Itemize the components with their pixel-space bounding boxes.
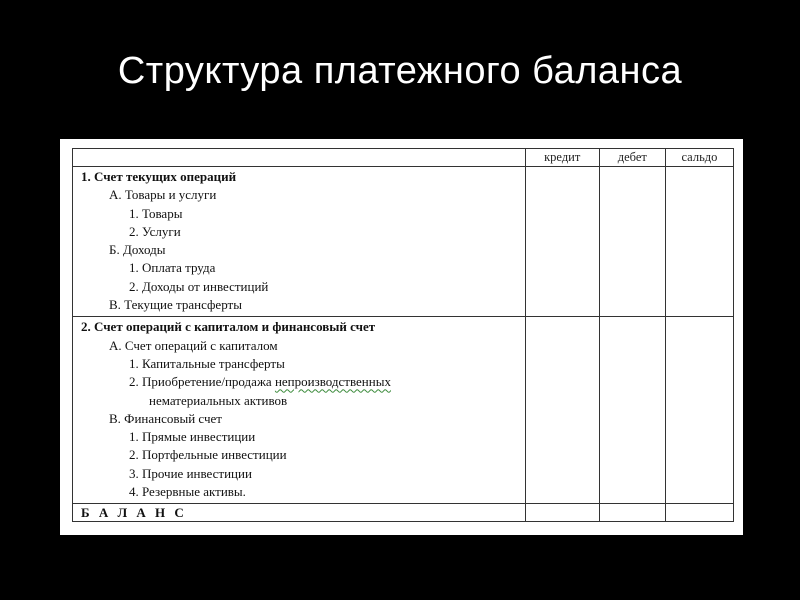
list-item: нематериальных активов [149,392,288,408]
list-item: 4. Резервные активы. [129,484,246,500]
section-header: 2. Счет операций с капиталом и финансовый счет [81,319,376,335]
list-item: А. Счет операций с капиталом [109,337,278,353]
balance-table [72,148,734,522]
header-empty [73,149,526,167]
credit-cell [525,317,599,504]
header-balance: сальдо [665,149,733,167]
total-label [73,504,526,522]
total-row [73,504,734,522]
list-item [73,373,525,391]
total-label-text: Б А Л А Н С [81,505,187,521]
list-item: Б. Доходы [109,242,166,258]
section-capital-account [73,317,526,504]
list-item: 2. Портфельные инвестиции [129,447,287,463]
header-row [73,149,734,167]
list-item-text-underlined: непроизводственных [274,374,391,390]
debit-cell [599,167,665,317]
list-item: А. Товары и услуги [109,187,217,203]
page-title: Структура платежного баланса [117,50,683,92]
debit-cell [599,504,665,522]
balance-cell [665,167,733,317]
list-item: 1. Капитальные трансферты [129,355,285,371]
list-item: 1. Прямые инвестиции [129,429,256,445]
section-current-account [73,167,526,317]
list-item-text: 2. Приобретение/продажа [129,374,272,390]
header-credit: кредит [525,149,599,167]
document-sheet [60,139,743,535]
section-current-account-row [73,167,734,317]
list-item: 3. Прочие инвестиции [129,465,252,481]
balance-cell [665,317,733,504]
list-item: 1. Оплата труда [129,260,216,276]
list-item: В. Финансовый счет [109,410,222,426]
section-header: 1. Счет текущих операций [81,169,237,184]
credit-cell [525,167,599,317]
list-item: 1. Товары [129,205,183,221]
debit-cell [599,317,665,504]
list-item: 2. Доходы от инвестиций [129,278,269,294]
list-item: В. Текущие трансферты [109,297,242,313]
header-debit: дебет [599,149,665,167]
credit-cell [525,504,599,522]
list-item: 2. Услуги [129,223,181,239]
section-capital-account-row [73,317,734,504]
balance-cell [665,504,733,522]
